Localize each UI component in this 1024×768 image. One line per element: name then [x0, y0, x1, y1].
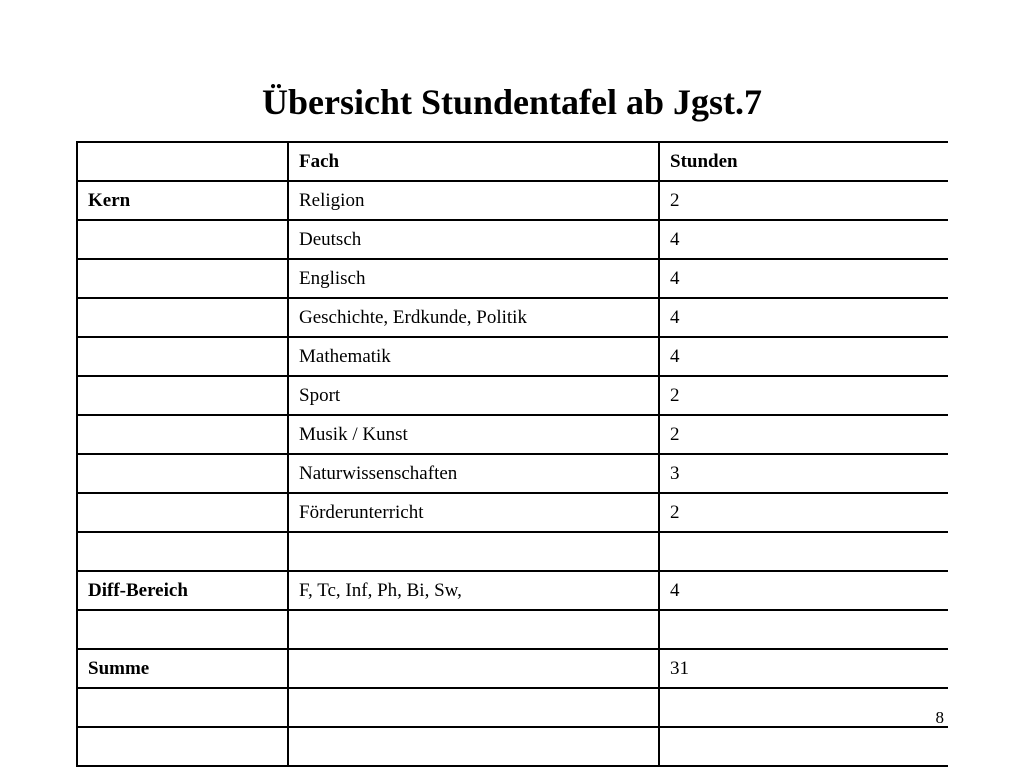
cell-fach: Sport	[288, 376, 659, 415]
cell-fach: Deutsch	[288, 220, 659, 259]
table-row	[77, 571, 948, 610]
cell-fach: Musik / Kunst	[288, 415, 659, 454]
cell-group	[77, 220, 288, 259]
cell-group	[77, 688, 288, 727]
cell-stunden	[659, 532, 948, 571]
cell-fach: Englisch	[288, 259, 659, 298]
cell-group: Kern	[77, 181, 288, 220]
cell-fach: F, Tc, Inf, Ph, Bi, Sw,	[288, 571, 659, 610]
cell-group: Diff-Bereich	[77, 571, 288, 610]
table-row	[77, 532, 948, 571]
cell-stunden: 31	[659, 649, 948, 688]
cell-group	[77, 337, 288, 376]
cell-stunden	[659, 727, 948, 766]
cell-fach	[288, 649, 659, 688]
table-row	[77, 298, 948, 337]
table-row	[77, 181, 948, 220]
cell-group	[77, 727, 288, 766]
header-group	[77, 142, 288, 181]
cell-group	[77, 532, 288, 571]
table-row	[77, 259, 948, 298]
cell-group	[77, 376, 288, 415]
table-row	[77, 727, 948, 766]
cell-group: Summe	[77, 649, 288, 688]
cell-fach	[288, 727, 659, 766]
table-row	[77, 688, 948, 727]
cell-stunden: 3	[659, 454, 948, 493]
stundentafel-table	[76, 141, 948, 767]
cell-fach	[288, 688, 659, 727]
table-row	[77, 220, 948, 259]
cell-fach: Naturwissenschaften	[288, 454, 659, 493]
cell-stunden: 4	[659, 220, 948, 259]
cell-stunden	[659, 688, 948, 727]
page-title: Übersicht Stundentafel ab Jgst.7	[261, 82, 763, 122]
cell-fach	[288, 610, 659, 649]
cell-fach: Geschichte, Erdkunde, Politik	[288, 298, 659, 337]
cell-stunden: 4	[659, 571, 948, 610]
cell-fach	[288, 532, 659, 571]
table-row	[77, 610, 948, 649]
cell-stunden	[659, 610, 948, 649]
table-row	[77, 415, 948, 454]
table-row	[77, 493, 948, 532]
header-stunden: Stunden	[659, 142, 948, 181]
cell-stunden: 2	[659, 181, 948, 220]
table-header-row	[77, 142, 948, 181]
header-fach: Fach	[288, 142, 659, 181]
cell-group	[77, 454, 288, 493]
table-row	[77, 454, 948, 493]
cell-fach: Mathematik	[288, 337, 659, 376]
cell-stunden: 4	[659, 298, 948, 337]
cell-stunden: 4	[659, 337, 948, 376]
cell-stunden: 2	[659, 493, 948, 532]
cell-group	[77, 610, 288, 649]
cell-stunden: 2	[659, 376, 948, 415]
stundentafel-table-container	[76, 141, 948, 768]
cell-group	[77, 415, 288, 454]
table-row	[77, 337, 948, 376]
cell-group	[77, 259, 288, 298]
table-row	[77, 649, 948, 688]
cell-fach: Religion	[288, 181, 659, 220]
cell-stunden: 2	[659, 415, 948, 454]
page-number: 8	[935, 708, 944, 727]
cell-group	[77, 298, 288, 337]
cell-stunden: 4	[659, 259, 948, 298]
table-row	[77, 376, 948, 415]
cell-fach: Förderunterricht	[288, 493, 659, 532]
cell-group	[77, 493, 288, 532]
